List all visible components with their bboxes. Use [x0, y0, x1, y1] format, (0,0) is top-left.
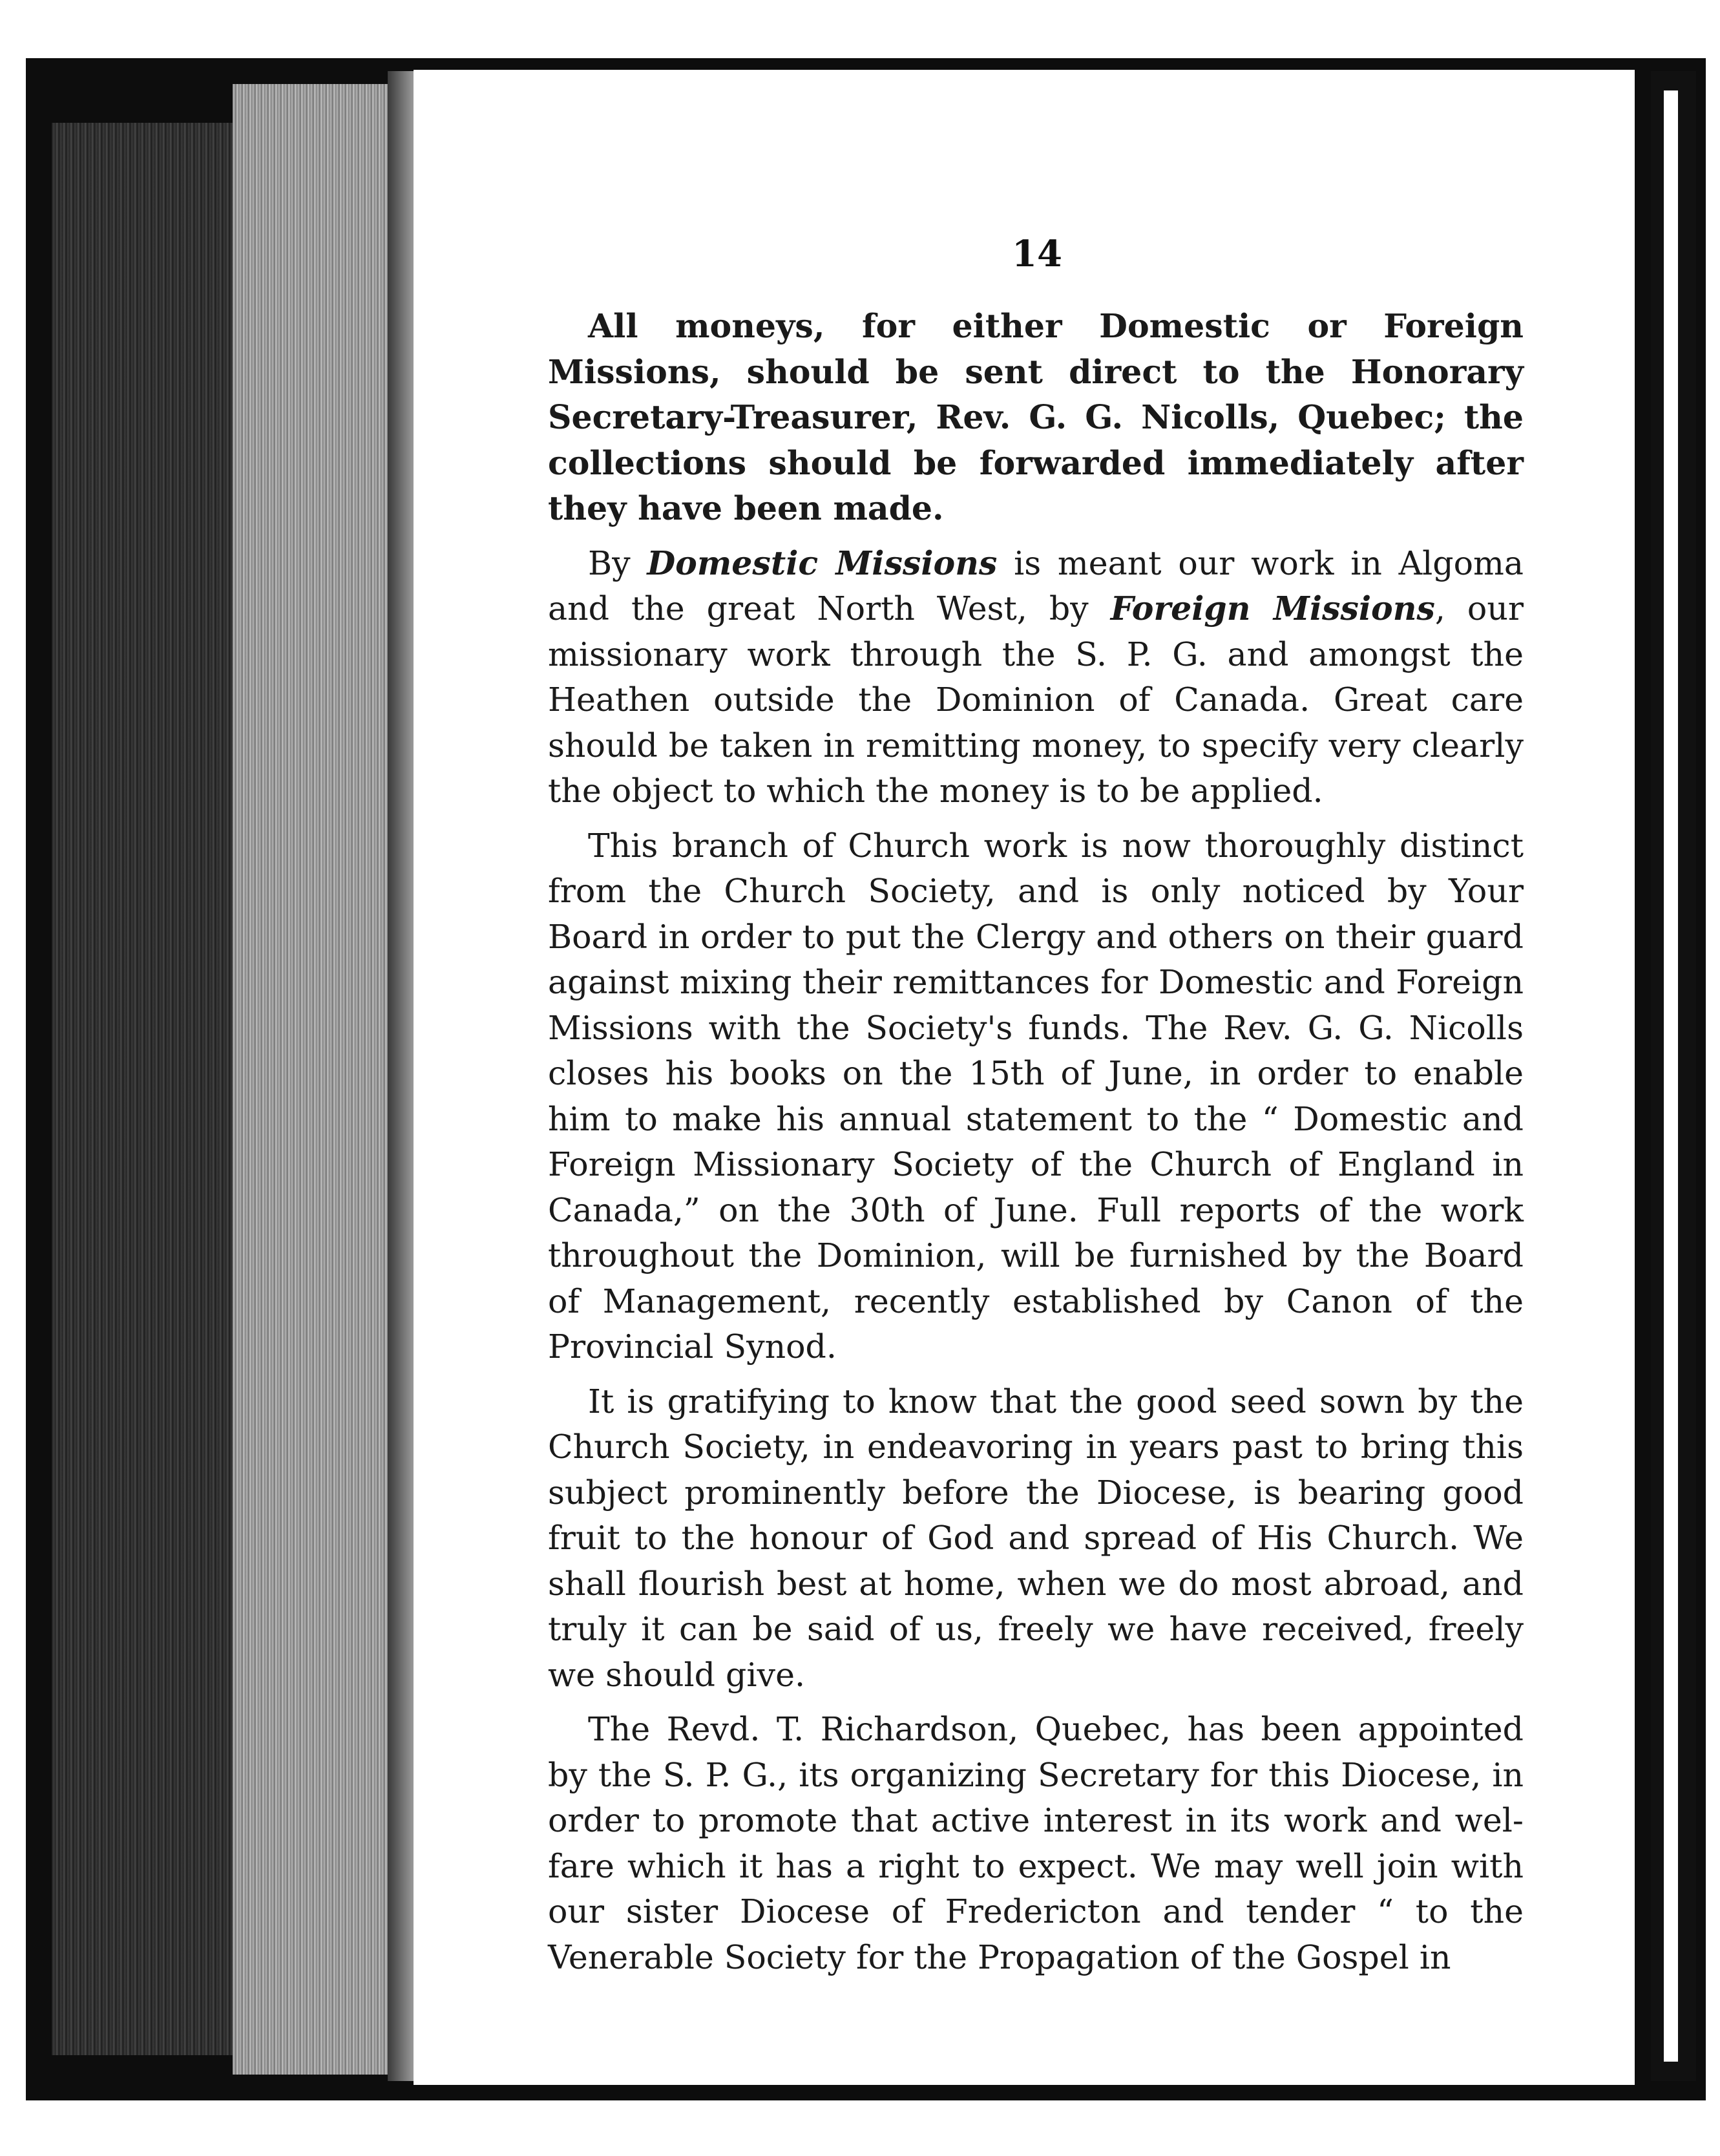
text-run: , our missionary work through the S. P. G. and amongst the Heathen outside the Dominion of Canada. Great care should be taken in remitting money, to specify very clearly the object to which the money is to be applied.	[548, 589, 1524, 810]
paragraph	[548, 541, 1524, 814]
book-page-edges-light	[233, 84, 401, 2075]
paragraph	[548, 1379, 1524, 1698]
paragraph	[548, 823, 1524, 1370]
page-number: 14	[1012, 233, 1062, 275]
paragraph	[548, 1707, 1524, 1980]
text-run: is meant our work in Algoma and the great North West, by	[548, 544, 1524, 628]
body-text	[548, 304, 1524, 1989]
book-page-edges-dark	[52, 123, 233, 2055]
text-run: By	[588, 544, 647, 582]
italic-term: Foreign Missions	[1110, 589, 1435, 628]
right-page-edge-inner	[1664, 90, 1678, 2062]
text-run: It is gratifying to know that the good seed sown by the Church Society, in endeavoring in years past to bring this subject prominently before the Diocese, is bearing good fruit to the honour of God and spread of His Church. We shall flourish best at home, when we do most abroad, and truly it can be said of us, freely we have received, freely we should give.	[548, 1382, 1524, 1694]
paragraph	[548, 304, 1524, 532]
text-run: All moneys, for either Domestic or Foreign Missions, should be sent direct to the Honorary Secretary-Treasurer, Rev. G. G. Nicolls, Quebec; the collections should be forwarded immediately after they have been made.	[548, 307, 1524, 527]
text-run: This branch of Church work is now thoroughly distinct from the Church Society, and is only noticed by Your Board in order to put the Clergy and others on their guard against mixing their remittances for Domestic and Foreign Missions with the Society's funds. The Rev. G. G. Nicolls closes his books on the 15th of June, in order to enable him to make his annual statement to the “ Domestic and Foreign Missionary Society of the Church of England in Canada,” on the 30th of June. Full reports of the work throughout the Dominion, will be furnished by the Board of Management, recently established by Canon of the Provincial Synod.	[548, 826, 1524, 1366]
text-run: The Revd. T. Richardson, Quebec, has been appointed by the S. P. G., its organizing Secretary for this Diocese, in order to promote that active interest in its work and welfare which it has a right to expect. We may well join with our sister Diocese of Fredericton and tender “ to the Venerable Society for the Propagation of the Gospel in	[548, 1710, 1524, 1976]
italic-term: Domestic Missions	[647, 544, 998, 582]
binding-shadow	[388, 71, 414, 2081]
